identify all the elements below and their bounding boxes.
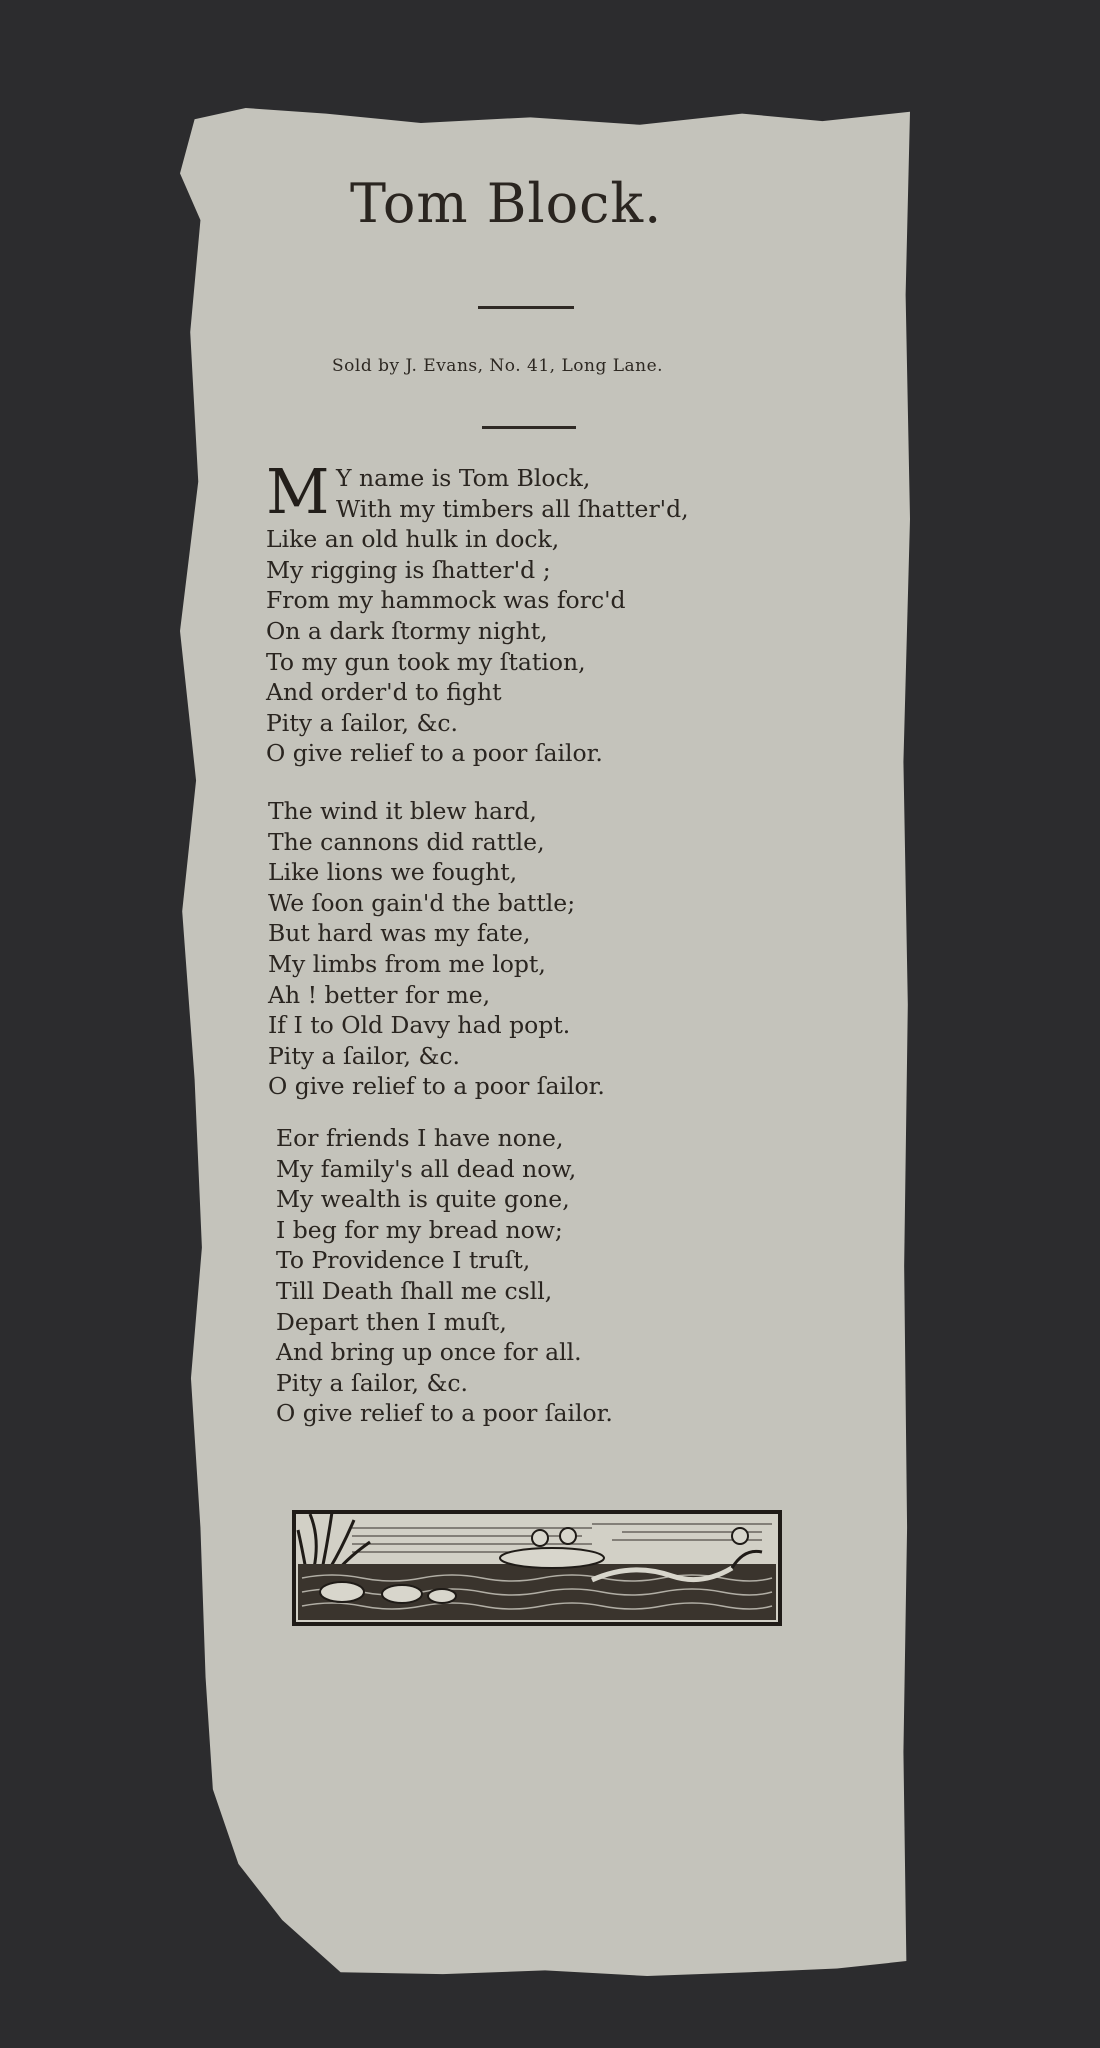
verse-line: Like an old hulk in dock, bbox=[266, 525, 560, 554]
stanza-3 bbox=[276, 1123, 613, 1429]
imprint-line: Sold by J. Evans, No. 41, Long Lane. bbox=[332, 356, 664, 376]
verse-line: The cannons did rattle, bbox=[268, 827, 545, 856]
verse-line: Till Death ſhall me csll, bbox=[276, 1276, 553, 1305]
verse-line: With my timbers all ſhatter'd, bbox=[336, 494, 689, 523]
verse-line: Like lions we fought, bbox=[268, 858, 518, 887]
verse-line: My family's all dead now, bbox=[276, 1154, 577, 1183]
chorus-line: Pity a ſailor, &c. bbox=[276, 1368, 469, 1397]
title-rule bbox=[478, 306, 574, 309]
verse-line: On a dark ſtormy night, bbox=[266, 616, 548, 645]
verse-line: My wealth is quite gone, bbox=[276, 1185, 570, 1214]
verse-line: I beg for my bread now; bbox=[276, 1215, 563, 1244]
chorus-line: O give relief to a poor ſailor. bbox=[268, 1072, 605, 1101]
stanza-2 bbox=[268, 796, 605, 1102]
verse-line: To Providence I truſt, bbox=[276, 1246, 531, 1275]
verse-line: But hard was my fate, bbox=[268, 919, 531, 948]
verse-line: My limbs from me lopt, bbox=[268, 949, 546, 978]
imprint-rule bbox=[482, 426, 576, 429]
broadside-title: Tom Block. bbox=[350, 172, 663, 235]
verse-line: We ſoon gain'd the battle; bbox=[268, 888, 576, 917]
verse-line: Y name is Tom Block, bbox=[336, 464, 591, 492]
verse-line: My rigging is ſhatter'd ; bbox=[266, 555, 551, 584]
chorus-line: Pity a ſailor, &c. bbox=[266, 708, 459, 737]
verse-line: And order'd to fight bbox=[266, 678, 502, 707]
woodcut-illustration bbox=[292, 1508, 782, 1628]
verse-line: The wind it blew hard, bbox=[268, 797, 537, 825]
verse-line: Eor friends I have none, bbox=[276, 1124, 564, 1152]
verse-line: Ah ! better for me, bbox=[268, 980, 491, 1009]
verse-line: If I to Old Davy had popt. bbox=[268, 1011, 571, 1040]
chorus-line: O give relief to a poor ſailor. bbox=[276, 1399, 613, 1428]
chorus-line: Pity a ſailor, &c. bbox=[268, 1041, 461, 1070]
verse-line: From my hammock was forc'd bbox=[266, 586, 626, 615]
drop-cap: M bbox=[266, 455, 330, 528]
chorus-line: O give relief to a poor ſailor. bbox=[266, 739, 603, 768]
stanza-1 bbox=[266, 455, 689, 769]
verse-line: Depart then I muſt, bbox=[276, 1307, 507, 1336]
verse-line: To my gun took my ſtation, bbox=[266, 647, 586, 676]
verse-line: And bring up once for all. bbox=[276, 1338, 582, 1367]
